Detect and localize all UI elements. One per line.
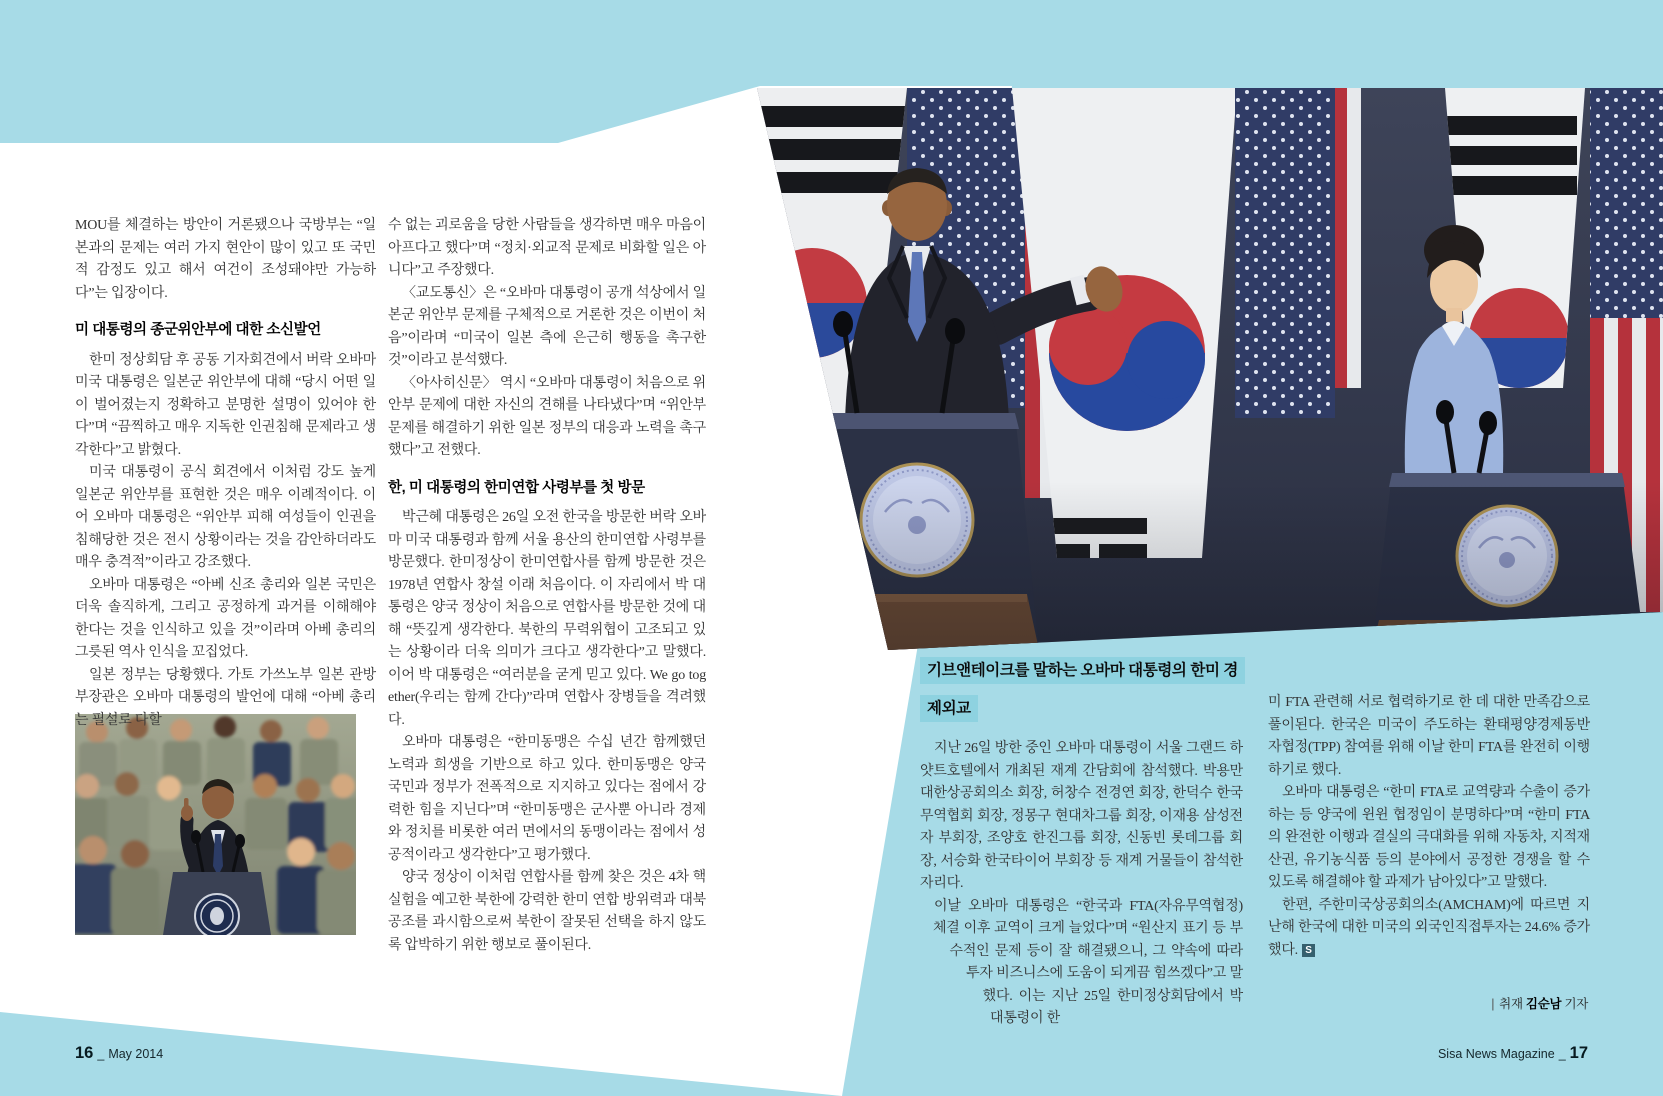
article-column-3 <box>920 652 1243 1031</box>
page-number-left: 16 <box>75 1044 94 1062</box>
byline-divider: | <box>1491 997 1495 1011</box>
body-paragraph: 미국 대통령이 공식 회견에서 이처럼 강도 높게 일본군 위안부를 표현한 것은 매우 이례적이다. 이어 오바마 대통령은 “위안부 피해 여성들이 인권을 침해당한 것은 전시 상황이라는 것을 감안하더라도 매우 충격적”이라고 강조했다. <box>75 465 376 570</box>
article-column-2 <box>388 215 706 957</box>
body-paragraph: 오바마 대통령은 “한미 FTA로 교역량과 수출이 증가하는 등 양국에 윈윈 협정임이 분명하다”며 “한미 FTA의 완전한 이행과 결실의 극대화를 위해 자동차, 지적재산권, 유기농식품 등의 분야에서 공정한 경쟁을 할 수 있도록 해결해야 할 과제가 남아있다”고 말했다. <box>1268 785 1590 890</box>
footer-separator: _ <box>97 1047 105 1061</box>
body-paragraph: MOU를 체결하는 방안이 거론됐으나 국방부는 “일본과의 문제는 여러 가지 현안이 많이 있고 또 국민적 감정도 있고 해서 여건이 조성돼야만 가능하다”는 입장이다. <box>75 218 376 301</box>
body-paragraph: 한미 정상회담 후 공동 기자회견에서 버락 오바마 미국 대통령은 일본군 위안부에 대해 “당시 어떤 일이 벌어졌는지 정확하고 분명한 설명이 있어야 한다”며 “끔찍하고 매우 지독한 인권침해 문제라고 생각한다”고 밝혔다. <box>75 352 376 458</box>
section-heading: 미 대통령의 종군위안부에 대한 소신발언 <box>75 322 321 338</box>
byline <box>1491 994 1588 1012</box>
article-column-4 <box>1268 692 1590 962</box>
magazine-name: Sisa News Magazine <box>1437 1047 1555 1061</box>
footer-right <box>1438 1044 1588 1063</box>
body-paragraph: 한편, 주한미국상공회의소(AMCHAM)에 따르면 지난해 한국에 대한 미국의 외국인직접투자는 24.6% 증가했다. S <box>1268 897 1590 958</box>
section-heading: 한, 미 대통령의 한미연합 사령부를 첫 방문 <box>388 479 645 496</box>
troops-photo <box>75 714 356 935</box>
article-column-3-flow <box>920 652 1243 1031</box>
reporter-name: 김순남 <box>1525 997 1562 1011</box>
article-end-mark: S <box>1302 944 1315 957</box>
body-paragraph: 박근혜 대통령은 26일 오전 한국을 방문한 버락 오바마 미국 대통령과 함께 서울 용산의 한미연합 사령부를 방문했다. 한미정상이 한미연합사를 함께 방문한 것은 1978년 연합사 창설 이래 처음이다. 이 자리에서 박 대통령은 양국 정상이 처음으로 연합사를 방문한 것에 대해 “뜻깊게 생각한다. 북한의 무력위협이 고조되고 있는 상황이라 더욱 의미가 크다고 생각한다”고 말했다. 이어 박 대통령은 “여러분을 굳게 믿고 있다. We go together(우리는 함께 간다)”라며 연합사 장병들을 격려했다. <box>388 510 706 728</box>
body-paragraph: 일본 정부는 당황했다. 가토 가쓰노부 일본 관방 부장관은 오바마 대통령의 발언에 대해 “아베 총리는 필설로 다할 <box>75 667 376 728</box>
byline-suffix: 기자 <box>1564 997 1588 1011</box>
footer-separator: _ <box>1558 1047 1566 1061</box>
body-paragraph: 이날 오바마 대통령은 “한국과 FTA(자유무역협정) 체결 이후 교역이 크게 늘었다”며 “원산지 표기 등 부수적인 문제 등이 잘 해결됐으니, 그 약속에 따라 투자 비즈니스에 도움이 되게끔 힘쓰겠다”고 말했다. 이는 지난 25일 한미정상회담에서 박 대통령이 한 <box>932 898 1243 1026</box>
body-paragraph: 오바마 대통령은 “한미동맹은 수십 년간 함께했던 노력과 희생을 기반으로 하고 있다. 한미동맹은 양국 국민과 정부가 전폭적으로 지지하고 있다는 점에서 강력한 힘을 지닌다”며 “한미동맹은 군사뿐 아니라 경제와 정치를 비롯한 여러 면에서의 동맹이라는 점에서 성공적이라고 생각한다”고 평가했다. <box>388 735 706 863</box>
body-paragraph: 지난 26일 방한 중인 오바마 대통령이 서울 그랜드 하얏트호텔에서 개최된 재계 간담회에 참석했다. 박용만 대한상공회의소 회장, 허창수 전경연 회장, 한덕수 한국무역협회 회장, 정몽구 현대차그룹 회장, 이재용 삼성전자 부회장, 조양호 한진그룹 회장, 신동빈 롯데그룹 회장, 서승화 한국타이어 부회장 등 재계 거물들이 참석한 자리다. <box>920 741 1243 891</box>
body-paragraph: 오바마 대통령은 “아베 신조 총리와 일본 국민은 더욱 솔직하게, 그리고 공정하게 과거를 이해해야 한다는 것을 인식하고 있을 것”이라며 아베 총리의 그릇된 역사 인식을 꼬집었다. <box>75 577 376 660</box>
press-conference-photo <box>757 88 1663 650</box>
page-number-right: 17 <box>1569 1044 1588 1062</box>
body-paragraph: 〈교도통신〉은 “오바마 대통령이 공개 석상에서 일본군 위안부 문제를 구체적으로 거론한 것은 이번이 처음”이라며 “미국이 일본 측에 은근히 행동을 촉구한 것”이라고 분석했다. <box>388 285 706 368</box>
byline-prefix: 취재 <box>1499 997 1523 1011</box>
issue-date: May 2014 <box>108 1047 164 1061</box>
highlighted-heading: 기브앤테이크를 말하는 오바마 대통령의 한미 경제외교 <box>920 652 1243 728</box>
body-paragraph: 미 FTA 관련해 서로 협력하기로 한 데 대한 만족감으로 풀이된다. 한국은 미국이 주도하는 환태평양경제동반자협정(TPP) 참여를 위해 이날 한미 FTA를 완전히 이행하기로 했다. <box>1268 695 1590 778</box>
article-column-1 <box>75 215 376 732</box>
body-paragraph: 〈아사히신문〉 역시 “오바마 대통령이 처음으로 위안부 문제에 대한 자신의 견해를 나타냈다”며 “위안부 문제를 해결하기 위한 일본 정부의 대응과 노력을 촉구했다”고 전했다. <box>388 375 706 458</box>
footer-left <box>75 1044 163 1063</box>
body-paragraph: 수 없는 괴로움을 당한 사람들을 생각하면 매우 마음이 아프다고 했다”며 “정치·외교적 문제로 비화할 일은 아니다”고 주장했다. <box>388 218 706 278</box>
body-paragraph: 양국 정상이 이처럼 연합사를 함께 찾은 것은 4차 핵실험을 예고한 북한에 강력한 한미 연합 방위력과 대북 공조를 과시함으로써 북한이 잘못된 선택을 하지 않도록 압박하기 위한 행보로 풀이된다. <box>388 870 706 953</box>
